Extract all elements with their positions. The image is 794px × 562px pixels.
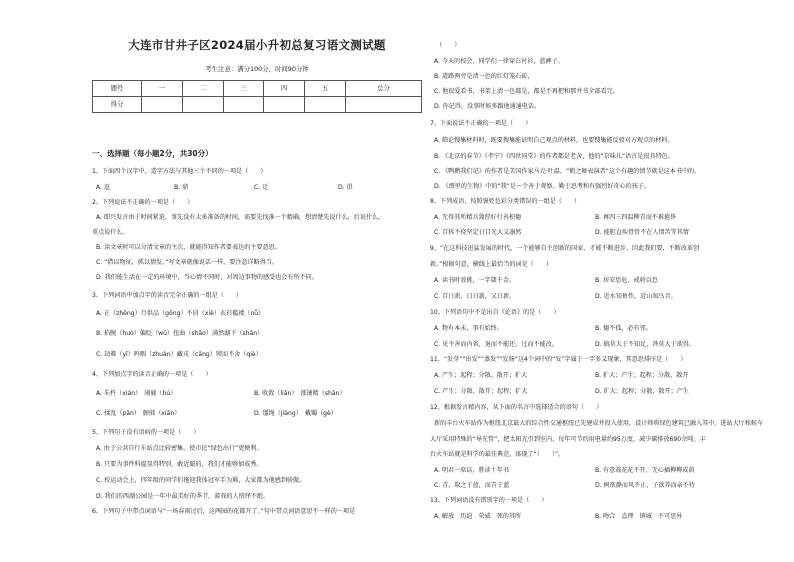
score-cell: 四 [264, 81, 305, 97]
option-b: B. 掐腕（huò）偏眨（wū）扭曲（shāo）满然湖下（shān） [96, 330, 264, 337]
score-input-cell[interactable] [223, 97, 264, 113]
exam-title: 大连市甘井子区2024届小升初总复习语文测试题 [128, 38, 386, 52]
option-d: D. 搞莫大于不知足，咎莫大于欲得。 [595, 341, 695, 348]
option-b: B. 《北京的春节》《孝宁》《四世同堂》的作者都是老舍，他的“京味儿”语言是很具特色。 [434, 153, 674, 160]
option-c: C. 他很爱看书，书架上清一色都是，都是不再把和那并书全部看完。 [434, 88, 619, 95]
option-c: C. 迁 [254, 184, 269, 191]
question-6: 6、下列句子中带点词语与“一场春雨过后，这两园的花都开了。”句中带点词语意思不一样的一项是 [92, 508, 356, 515]
option-b: B. 读文章时可以分清文章的主次，就能得知作者要表达的主要意思。 [96, 244, 281, 251]
question-12-passage: 台火车站就是科学的最佳典范，体现了“（ ）”。 [430, 451, 565, 458]
question-12-passage: 新的丰台火车站作为枢纽北京最大的综合性交通枢纽已先建成并投入使用。设计师将绿色建筑已融入其中。进站大厅和候车 [434, 420, 764, 427]
question-1: 1、下面四个汉字中，造字方法与其他三个不同的一项是（ ） [92, 168, 267, 175]
option-c: C. 见不善而内省，退而不能还，过而不能改。 [434, 341, 558, 348]
answer-paren: （ ） [436, 42, 461, 49]
score-input-cell[interactable] [345, 97, 421, 113]
score-cell: 二 [182, 81, 223, 97]
question-3: 3、下列词语中加点字的读音完全正确的一组是（ ） [92, 292, 243, 299]
option-b: B. 道路两旁是清一色的红灯笼石砖， [434, 73, 534, 80]
question-5: 5、下列句子没有语病的一项是（ ） [92, 429, 200, 436]
score-cell: 得分 [93, 97, 142, 113]
question-11: 11、“发芽”“出发”“蒸发”“发扬”这4个词中的“发”字属于一字多义现象，其意思排序是（ ） [430, 356, 687, 363]
option-c: C. 揉乱（pān） 腑肺（xiān） [96, 410, 181, 417]
score-table [92, 80, 422, 113]
option-d: D. 俱 [338, 184, 353, 191]
option-d: D. 缰绳（jiàng） 戴镯（gè） [254, 410, 337, 417]
option-a: A. 今天的校会，同学们一律穿白衬衫，蓝裤子。 [434, 58, 564, 65]
question-13: 13、下列词语没有错别字的一项是（ ） [430, 497, 548, 504]
option-c: C. 《鸭鹅我们记》的作者是美国作家马克·吐温，“鹤之舞表演者”这个有趣的情节就是这本书中的。 [434, 168, 701, 175]
option-a: A. 逗 [96, 184, 111, 191]
question-10: 10、下列语句中不是出自《论语》的是（ ） [430, 309, 560, 316]
question-7: 7、下面说法不正确的一项是（ ） [430, 120, 532, 127]
option-a: A. 筛论搜集材料时，既要搜集能证明自己观点的材料，也要搜集能反驳对方观点的材料。 [434, 137, 674, 144]
option-b: B. 居安思危，戒骄以怠 [595, 277, 658, 284]
option-b: B. 再四三四温柳青而不难倦侈 [595, 214, 677, 221]
score-table-header-row [93, 81, 422, 97]
option-b: B. 鼎 [174, 184, 189, 191]
option-d: D. 树欲静而风不止，子欲养而亲不待 [595, 482, 695, 489]
question-9: 9、“在这科技迅猛发展的时代，一个能够自主创新的国家，才能不断进步。因此我们要，不断改革创 [430, 245, 700, 252]
option-a: A. 即兴发言由于时间紧迫，事先没有太多准备的时间，需要先找准一个精确，想清楚先说什么，后说什么， [96, 214, 385, 221]
option-d: D. 我们的西湖公园是一年中最美好的季节，游戏的人络绎不绝。 [96, 493, 270, 500]
question-12-passage: 大厅采用特殊的“导光管”，把太阳光引到室内，每年可节约用电量约95万度，减少碳排放690余吨。丰 [430, 436, 706, 443]
score-input-cell[interactable] [142, 97, 183, 113]
option-c: C. 青，取之于蓝，而青于蓝 [434, 482, 510, 489]
score-cell: 五 [305, 81, 346, 97]
option-b: B. 扩大；产生；起程；分散、散开 [595, 372, 689, 379]
option-d: D. 《漂里的生物》中的“我”是一个善于观察、勤于思考和有强烈好奇心的孩子。 [434, 183, 650, 190]
score-input-cell[interactable] [305, 97, 346, 113]
option-c: C. 劫难（yī）呜咽（zhuàn）藏戎（cāng）锲而不舍（qiè） [96, 351, 262, 358]
question-12: 12、根据发言精内容，从下面的名言中选择适合的语句（ ） [430, 404, 603, 411]
score-table-score-row [93, 97, 422, 113]
option-a: A. 解放 历迫 荣威 死的其所 [434, 513, 522, 520]
option-a: A. 正（zhēng）月供品（gōng）不屑（xiè）衣衫褴褛（nǚ） [96, 310, 265, 317]
option-d: D. 你记得，没事时候多跟他通通电话。 [434, 103, 541, 110]
exam-notice: 考生注意：满分100分，时间90分钟 [205, 65, 309, 73]
option-b: B. 德不孤，必有邻。 [595, 325, 652, 332]
option-a: A. 朱杵（xián） 闹鹿（hú） [96, 390, 177, 397]
option-a-cont: 重点说什么。 [92, 229, 129, 236]
score-input-cell[interactable] [182, 97, 223, 113]
option-d: D. 近水知鱼性，近山知鸟音。 [595, 293, 677, 300]
question-4: 4、下列加点字的读音正确的一项是（ ） [92, 371, 212, 378]
option-a: A. 明君一席话，胜读十年书 [434, 467, 509, 474]
option-a: A. 读书时效挑，一字箴千金。 [434, 277, 516, 284]
option-c: C. “借以物征，抓以情发。”写文章就像说话一样，要注意详略得当。 [96, 259, 279, 266]
score-input-cell[interactable] [264, 97, 305, 113]
score-cell: 总分 [345, 81, 421, 97]
option-b: B. 收敛（liǎn） 涨铺精（shān） [254, 390, 346, 397]
question-2: 2、下列说法不正确的一项是（ ） [92, 199, 194, 206]
question-9-cont: 新。”根据句意，横线上最恰当的词是（ ） [430, 261, 552, 268]
option-d: D. 扩大；起程；分散、散开；产生 [595, 388, 689, 395]
option-b: B. 吻合 直理 镇城 不可思异 [595, 513, 683, 520]
option-b: B. 有意栽花花不开，无心插柳柳成荫 [595, 467, 695, 474]
option-a: A. 产生；起程；分散、散开；扩大 [434, 372, 528, 379]
question-8: 8、下列成语，按照褒贬色彩分类错误的一组是（ ） [430, 198, 581, 205]
option-a: A. 由于公共自行车站点比较密集，使市民“绿色出行”更便利。 [96, 445, 263, 452]
option-c: C. 百日新，日日新，又日新。 [434, 293, 516, 300]
score-cell: 一 [142, 81, 183, 97]
score-cell: 题号 [93, 81, 142, 97]
option-c: C. 产生；分散、散开；起程；扩大 [434, 388, 528, 395]
option-c: C. 校运动会上，四年级的同学们拖迎我体冠军手为难，大家都为他感到骄傲。 [96, 477, 306, 484]
option-a: A. 无得其所精兵敛厚好行善积德 [434, 214, 522, 221]
option-c: C. 百拆不挠坚定日目光大义凛然 [434, 229, 522, 236]
score-cell: 三 [223, 81, 264, 97]
option-d: D. 能胆直疾骨骨不在人情苦等其情 [595, 229, 689, 236]
option-b: B. 只要为事件科提显得特别，敢近聪的，我们才能够加成秀。 [96, 461, 263, 468]
option-a: A. 物有本末，事有始终。 [434, 325, 503, 332]
option-d: D. 我们能生活在一定的环境中，当心情不同时，对周边事物的感受也会有所不同。 [96, 274, 318, 281]
section-heading: 一、选择题（每小题2分，共30分） [92, 149, 213, 158]
